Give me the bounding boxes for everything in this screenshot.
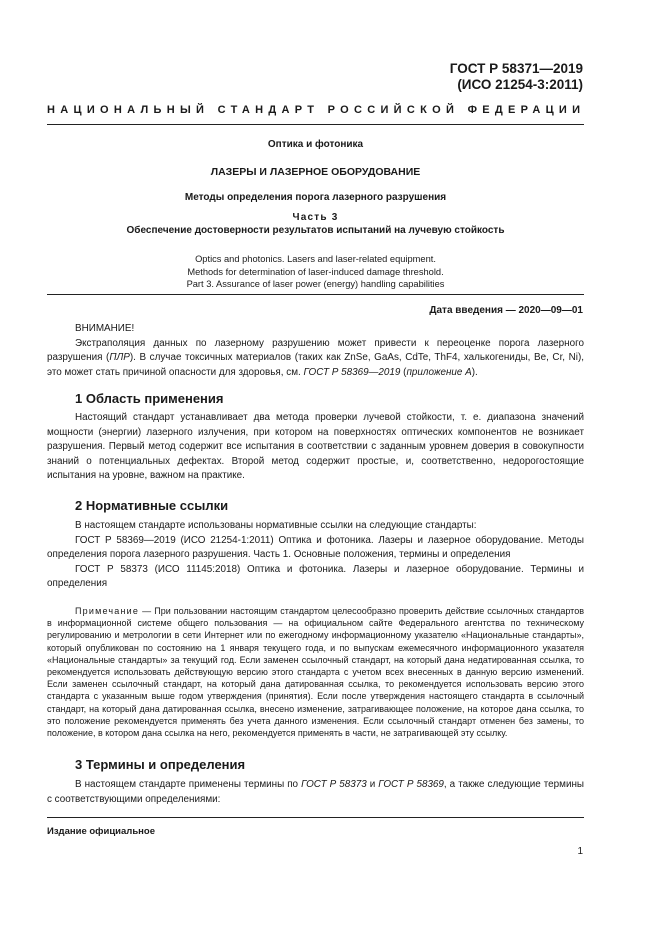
- section-2-intro: В настоящем стандарте использованы нормативные ссылки на следующие стандарты:: [75, 520, 477, 531]
- note-block: [47, 605, 584, 739]
- note-text: — При пользовании настоящим стандартом целесообразно проверить действие ссылочных стандартов в информационной системе общего пользования — на официальном сайте Федерального агентства по техническому регулированию и метрологии в сети Интернет или по ежегодному информационному указателю «Национальные стандарты», который опубликован по состоянию на 1 января текущего года, и по выпускам ежемесячного информационного указателя «Национальные стандарты» за текущий год. Если заменен ссылочный стандарт, на который дана недатированная ссылка, то рекомендуется использовать действующую версию этого стандарта с учетом всех внесенных в данную версию изменений. Если заменен ссылочный стандарт, на который дана датированная ссылка, то рекомендуется использовать версию этого стандарта с указанным выше годом утверждения (принятия). Если после утверждения настоящего стандарта в ссылочный стандарт, на который дана датированная ссылка, внесено изменение, затрагивающее положение, на которое дана ссылка, то это положение рекомендуется применять без учета данного изменения. Если ссылочный стандарт отменен без замены, то положение, в котором дана ссылка на него, рекомендуется применять в части, не затрагивающей эту ссылку.: [47, 606, 584, 739]
- section-3-text-part: В настоящем стандарте применены термины по: [75, 779, 302, 790]
- warning-text-part: Экстраполяция данных по лазерному разрушению может привести к переоценке порога лазерного разрушения (: [47, 337, 584, 363]
- doc-main-title: ЛАЗЕРЫ И ЛАЗЕРНОЕ ОБОРУДОВАНИЕ: [210, 166, 421, 178]
- official-edition-label: Издание официальное: [47, 826, 155, 837]
- gost-reference: ГОСТ Р 58369: [378, 779, 444, 790]
- national-standard-title: НАЦИОНАЛЬНЫЙ СТАНДАРТ РОССИЙСКОЙ ФЕДЕРАЦИИ: [47, 104, 586, 116]
- standard-number-iso: (ИСО 21254-3:2011): [457, 77, 583, 92]
- section-3-text-part: и: [366, 779, 379, 790]
- footer-rule: [47, 817, 584, 818]
- doc-group-title: Оптика и фотоника: [267, 139, 364, 150]
- standard-number: [450, 61, 583, 93]
- appendix-reference: приложение А: [406, 366, 472, 378]
- section-3-body: [47, 778, 584, 807]
- doc-part-number: Часть 3: [292, 212, 339, 223]
- header-rule: [47, 124, 584, 125]
- warning-label: ВНИМАНИЕ!: [75, 323, 135, 334]
- warning-text: [47, 337, 584, 381]
- section-2-heading: 2 Нормативные ссылки: [75, 498, 229, 513]
- section-3-heading: 3 Термины и определения: [75, 757, 246, 772]
- warning-block: [47, 322, 584, 380]
- section-1-body: [47, 411, 584, 484]
- introduction-date: Дата введения — 2020—09—01: [429, 305, 583, 316]
- warning-text-part: ).: [471, 366, 478, 378]
- plr-abbreviation: ПЛР: [109, 352, 130, 363]
- section-1-heading: 1 Область применения: [75, 391, 224, 406]
- section-2-body: [47, 519, 584, 592]
- english-title: [47, 253, 584, 291]
- note-label: Примечание: [75, 606, 140, 616]
- section-3-text: [47, 778, 584, 807]
- page-number: 1: [577, 846, 583, 857]
- note-paragraph: [47, 605, 584, 739]
- normative-reference: ГОСТ Р 58369—2019 (ИСО 21254-1:2011) Оптика и фотоника. Лазеры и лазерное оборудование. Методы определения порога лазерного разрушения. Часть 1. Основные положения, термины и определения: [47, 534, 584, 560]
- warning-text-part: ). В случае токсичных материалов (таких как ZnSe, GaAs, CdTe, ThF4, халькогениды, Be, Cr, Ni), это может стать причиной опасности для здоровья, см.: [47, 352, 585, 378]
- title-rule: [47, 294, 584, 295]
- section-3-text-part: , а также следующие термины с соответствующими определениями:: [47, 779, 585, 805]
- gost-reference: ГОСТ Р 58369—2019: [303, 366, 401, 378]
- english-title-line: Part 3. Assurance of laser power (energy) handling capabilities: [186, 279, 445, 289]
- gost-reference: ГОСТ Р 58373: [301, 779, 367, 790]
- section-1-text: Настоящий стандарт устанавливает два метода проверки лучевой стойкости, т. е. диапазона значений мощности (энергии) лазерного излучения, при котором на поверхностях оптических компонентов не возникает разрушения. Первый метод содержит все испытания в соответствии с заданным уровнем доверия в совокупности знаний о потенциальных дефектах. Второй метод содержит простые, и, соответственно, недорогостоящие испытания на уровне, важном на практике.: [47, 412, 584, 481]
- normative-reference: ГОСТ Р 58373 (ИСО 11145:2018) Оптика и фотоника. Лазеры и лазерное оборудование. Термины и определения: [47, 563, 584, 589]
- standard-number-gost: ГОСТ Р 58371—2019: [449, 61, 583, 76]
- english-title-line: Optics and photonics. Lasers and laser-related equipment.: [195, 254, 436, 264]
- english-title-line: Methods for determination of laser-induced damage threshold.: [187, 266, 444, 277]
- doc-subtitle: Методы определения порога лазерного разрушения: [184, 192, 447, 203]
- doc-part-title: Обеспечение достоверности результатов испытаний на лучевую стойкость: [126, 225, 505, 236]
- warning-text-part: (: [400, 366, 407, 378]
